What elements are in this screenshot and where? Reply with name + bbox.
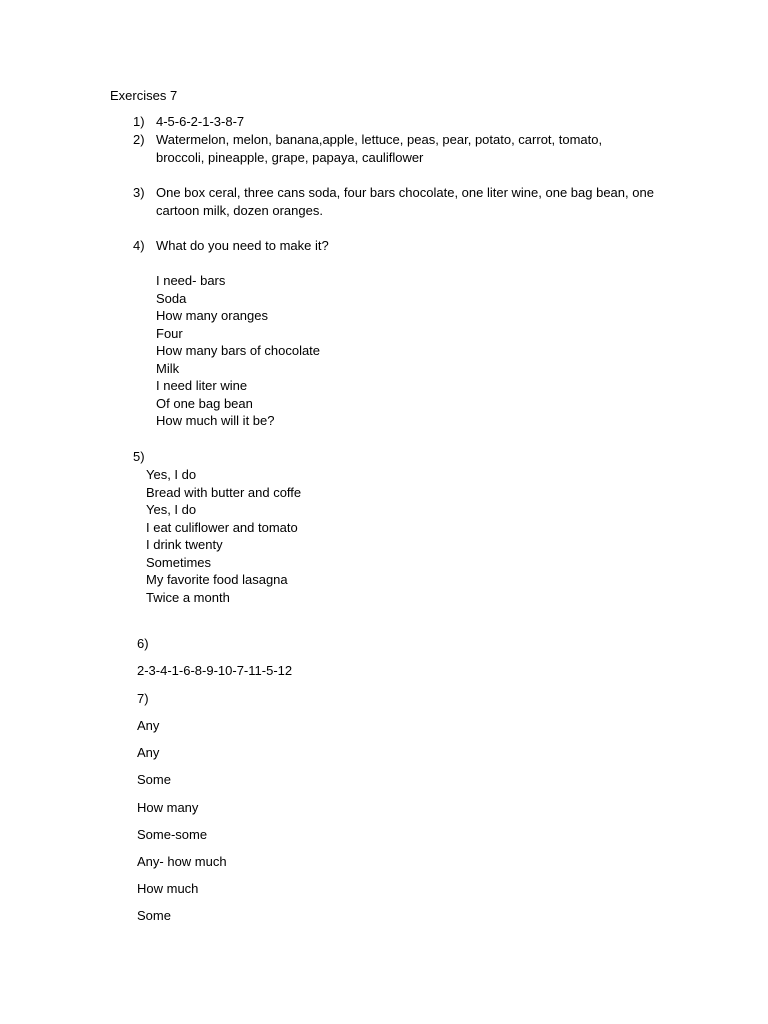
exercise-number: 2) xyxy=(133,132,145,147)
answer-line: How many xyxy=(137,799,199,815)
exercise-1-answer: 4-5-6-2-1-3-8-7 xyxy=(156,114,245,129)
text-line: cartoon milk, dozen oranges. xyxy=(156,202,323,218)
page-title: Exercises 7 xyxy=(110,88,178,103)
answer-line: Milk xyxy=(156,360,180,376)
answer-line: Some xyxy=(137,772,171,788)
exercise-5-answers xyxy=(146,466,301,606)
exercise-number: 1) xyxy=(133,114,145,129)
exercise-3-answer xyxy=(156,184,666,219)
answer-line: Sometimes xyxy=(146,554,212,570)
answer-line: Soda xyxy=(156,290,187,306)
answer-line: Any- how much xyxy=(137,853,227,869)
exercise-6-answer: 2-3-4-1-6-8-9-10-7-11-5-12 xyxy=(137,663,293,678)
answer-line: Any xyxy=(137,745,160,761)
answer-line: I eat culiflower and tomato xyxy=(146,519,298,535)
answer-line: Yes, I do xyxy=(146,502,197,517)
exercise-2-answer xyxy=(156,131,666,166)
answer-line: Some-some xyxy=(137,826,208,842)
exercise-7-number: 7) xyxy=(137,691,149,706)
answer-line: Four xyxy=(156,325,183,341)
exercise-5-number: 5) xyxy=(133,449,145,464)
answer-line: How much xyxy=(137,881,199,897)
exercise-number: 4) xyxy=(133,238,145,253)
answer-line: Some xyxy=(137,908,171,924)
exercise-7-answers xyxy=(137,717,227,935)
answer-line: I drink twenty xyxy=(146,537,223,552)
exercise-4-question: What do you need to make it? xyxy=(156,238,329,253)
text-line: One box ceral, three cans soda, four bars chocolate, one liter wine, one bag bean, one xyxy=(156,185,654,200)
text-line: Watermelon, melon, banana,apple, lettuce, peas, pear, potato, carrot, tomato, xyxy=(156,132,603,147)
answer-line: My favorite food lasagna xyxy=(146,572,288,587)
answer-line: Of one bag bean xyxy=(156,395,253,411)
exercise-4-answers xyxy=(156,272,320,430)
text-line: broccoli, pineapple, grape, papaya, cauliflower xyxy=(156,149,424,165)
answer-line: How many bars of chocolate xyxy=(156,343,321,358)
answer-line: I need- bars xyxy=(156,273,226,288)
answer-line: How many oranges xyxy=(156,308,268,323)
answer-line: Any xyxy=(137,718,160,733)
answer-line: Yes, I do xyxy=(146,467,197,482)
answer-line: Twice a month xyxy=(146,589,230,605)
answer-line: Bread with butter and coffe xyxy=(146,484,302,500)
exercise-6-number: 6) xyxy=(137,636,149,651)
exercise-number: 3) xyxy=(133,185,145,200)
answer-line: How much will it be? xyxy=(156,413,275,428)
answer-line: I need liter wine xyxy=(156,378,248,393)
